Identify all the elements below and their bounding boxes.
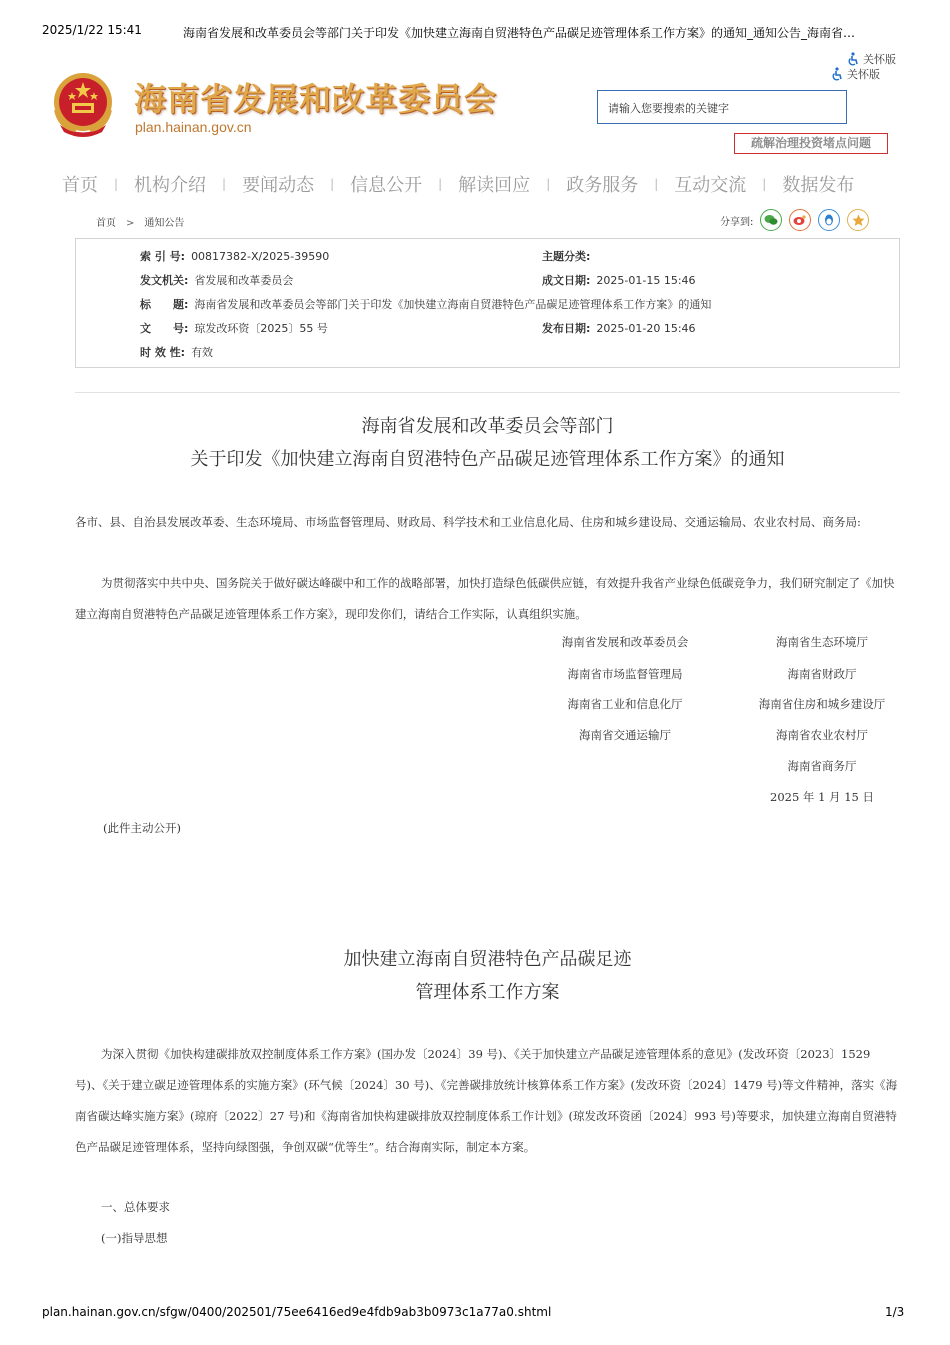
share-wechat-button[interactable] [760,209,782,231]
nav-separator: | [546,177,551,191]
emblem-icon [50,70,116,140]
signer-2: 海南省生态环境厅 [776,635,868,649]
nav-separator: | [330,177,335,191]
nav-data[interactable]: 数据发布 [782,175,855,196]
notice-addressee: 各市、县、自治县发展改革委、生态环境局、市场监督管理局、财政局、科学技术和工业信息化局、住房和城乡建设局、交通运输局、农业农村局、商务局: [75,515,861,529]
signer-6: 海南省住房和城乡建设厅 [758,697,886,711]
notice-title-line1: 海南省发展和改革委员会等部门 [361,416,614,437]
chevron-right-icon: > [126,218,135,229]
care-version-link[interactable] [846,51,896,67]
care-version-label: 关怀版 [863,53,896,66]
favorite-icon [852,214,865,227]
care-version-link-secondary[interactable] [830,66,880,82]
plan-intro: 为深入贯彻《加快构建碳排放双控制度体系工作方案》(国办发〔2024〕39 号)、《关于加快建立产品碳足迹管理体系的意见》(发改环资〔2023〕1529 号)、《关于建立碳足迹管理体系的实施方案》(环气候〔2024〕30 号)、《完善碳排放统计核算体系工作方案》(发改环资〔2024〕1479 号)等文件精神，落实《海南省碳达峰实施方案》(琼府〔2022〕27 号)和《海南省加快构建碳排放双控制度体系工作计划》(琼发改环资函〔2024〕993 号)等要求，加快建立海南自贸港特色产品碳足迹管理体系，坚持向绿图强，争创双碳“优等生”。结合海南实际，制定本方案。 [75,1047,898,1154]
meta-topic: 主题分类: [542,250,591,263]
nav-disclosure[interactable]: 信息公开 [350,175,423,196]
plan-section-1-1: (一)指导思想 [101,1231,168,1245]
nav-interaction[interactable]: 互动交流 [674,175,747,196]
weibo-icon [793,214,807,226]
nav-home[interactable]: 首页 [62,175,98,196]
signer-9: 海南省商务厅 [787,759,857,773]
signer-1: 海南省发展和改革委员会 [561,635,689,649]
print-page-number: 1/3 [885,1305,905,1319]
meta-created-date: 成文日期: 2025-01-15 15:46 [542,274,696,287]
signer-5: 海南省工业和信息化厅 [567,697,683,711]
notice-paragraph: 为贯彻落实中共中央、国务院关于做好碳达峰碳中和工作的战略部署，加快打造绿色低碳供应链，有效提升我省产业绿色低碳竞争力，我们研究制定了《加快建立海南自贸港特色产品碳足迹管理体系工作方案》，现印发你们，请结合工作实际，认真组织实施。 [75,576,895,621]
divider [75,392,900,393]
signer-3: 海南省市场监督管理局 [567,667,683,681]
meta-title: 标 题: 海南省发展和改革委员会等部门关于印发《加快建立海南自贸港特色产品碳足迹管理体系工作方案》的通知 [140,298,712,311]
main-nav [62,170,902,198]
nav-interpretation[interactable]: 解读回应 [458,175,531,196]
nav-separator: | [114,177,119,191]
disclosure-note: (此件主动公开) [103,821,181,835]
site-domain: plan.hainan.gov.cn [135,119,252,135]
qq-icon [823,214,835,227]
nav-separator: | [438,177,443,191]
search-input[interactable]: 请输入您要搜索的关键字 [597,90,847,124]
meta-validity: 时 效 性: 有效 [140,346,214,359]
accessibility-icon [830,67,844,81]
share-label: 分享到: [720,216,754,228]
plan-title-line1: 加快建立海南自贸港特色产品碳足迹 [343,949,632,970]
notice-date: 2025 年 1 月 15 日 [770,790,874,804]
meta-doc-number: 文 号: 琼发改环资〔2025〕55 号 [140,322,328,335]
share-weibo-button[interactable] [789,209,811,231]
nav-separator: | [222,177,227,191]
document-metadata [75,238,900,368]
share-bar [720,209,869,231]
national-emblem-logo[interactable] [50,70,116,140]
wechat-icon [764,214,778,226]
breadcrumb [96,214,184,229]
investment-issue-link[interactable]: 疏解治理投资堵点问题 [734,133,888,154]
breadcrumb-home[interactable]: 首页 [96,218,116,229]
meta-index: 索 引 号: 00817382-X/2025-39590 [140,250,330,263]
print-url: plan.hainan.gov.cn/sfgw/0400/202501/75ee6416ed9e4fdb9ab3b0973c1a77a0.shtml [42,1305,552,1319]
care-version-label: 关怀版 [847,68,880,81]
signer-8: 海南省农业农村厅 [776,728,868,742]
signer-7: 海南省交通运输厅 [579,728,671,742]
nav-services[interactable]: 政务服务 [566,175,639,196]
nav-separator: | [654,177,659,191]
nav-news[interactable]: 要闻动态 [242,175,315,196]
meta-published-date: 发布日期: 2025-01-20 15:46 [542,322,696,335]
share-qq-button[interactable] [818,209,840,231]
accessibility-icon [846,52,860,66]
site-title[interactable]: 海南省发展和改革委员会 [134,80,498,118]
print-datetime: 2025/1/22 15:41 [42,23,142,37]
nav-about[interactable]: 机构介绍 [134,175,207,196]
plan-section-1: 一、总体要求 [101,1200,170,1214]
share-favorite-button[interactable] [847,209,869,231]
print-page-title: 海南省发展和改革委员会等部门关于印发《加快建立海南自贸港特色产品碳足迹管理体系工作方案》的通知_通知公告_海南省… [183,26,856,40]
meta-issuer: 发文机关: 省发展和改革委员会 [140,274,294,287]
notice-title-line2: 关于印发《加快建立海南自贸港特色产品碳足迹管理体系工作方案》的通知 [190,449,785,470]
nav-separator: | [762,177,767,191]
signer-4: 海南省财政厅 [787,667,857,681]
plan-title-line2: 管理体系工作方案 [415,982,560,1003]
breadcrumb-current[interactable]: 通知公告 [144,218,185,229]
